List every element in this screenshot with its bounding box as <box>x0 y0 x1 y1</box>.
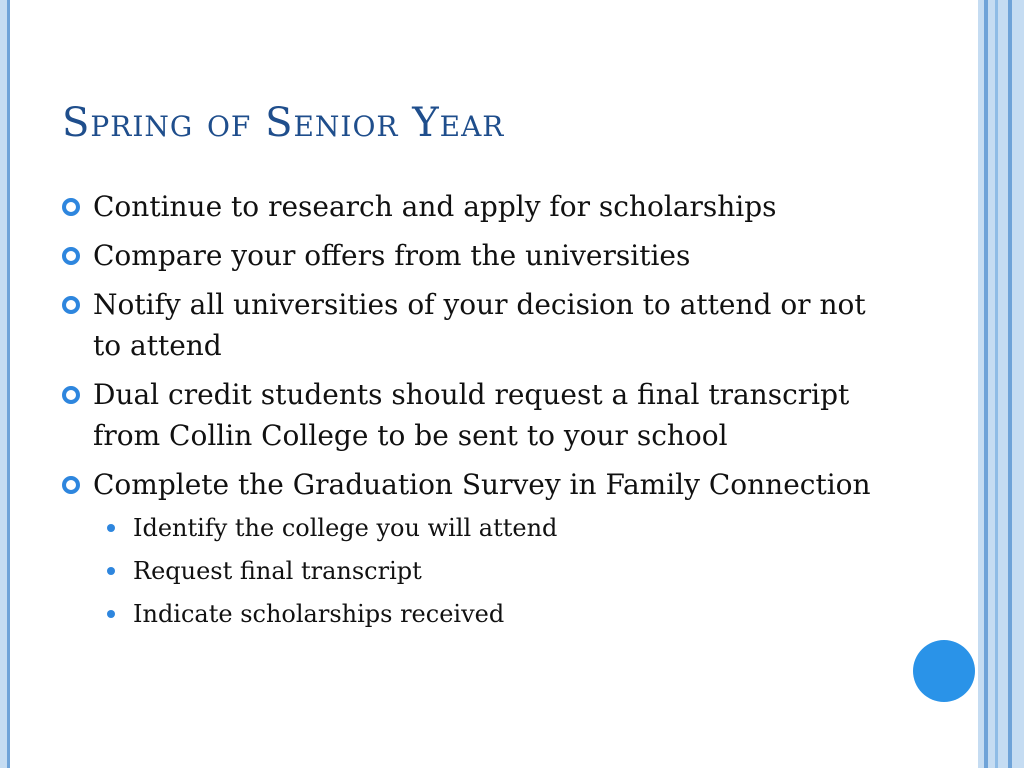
right-stripes-decoration <box>978 0 1024 768</box>
circle-decoration <box>913 640 975 702</box>
bullet-item <box>62 284 882 366</box>
sub-bullet-item <box>93 593 882 636</box>
bullet-item <box>62 374 882 456</box>
dot-bullet-icon <box>107 610 115 618</box>
bullet-text: Complete the Graduation Survey in Family Connection <box>93 468 871 501</box>
sub-bullet-text: Identify the college you will attend <box>133 514 558 542</box>
sub-bullet-list <box>93 507 882 636</box>
ring-bullet-icon <box>62 386 80 404</box>
sub-bullet-text: Request final transcript <box>133 557 422 585</box>
sub-bullet-item <box>93 550 882 593</box>
bullet-text: Continue to research and apply for scholarships <box>93 190 777 223</box>
bullet-text: Compare your offers from the universities <box>93 239 691 272</box>
bullet-item <box>62 186 882 227</box>
dot-bullet-icon <box>107 567 115 575</box>
bullet-item <box>62 235 882 276</box>
bullet-list <box>62 186 882 644</box>
bullet-text: Notify all universities of your decision to attend or not to attend <box>93 288 866 362</box>
ring-bullet-icon <box>62 476 80 494</box>
ring-bullet-icon <box>62 296 80 314</box>
dot-bullet-icon <box>107 524 115 532</box>
ring-bullet-icon <box>62 198 80 216</box>
bullet-item <box>62 464 882 636</box>
sub-bullet-text: Indicate scholarships received <box>133 600 505 628</box>
ring-bullet-icon <box>62 247 80 265</box>
slide-title: Spring of Senior Year <box>62 100 505 146</box>
left-border-decoration <box>0 0 10 768</box>
sub-bullet-item <box>93 507 882 550</box>
bullet-text: Dual credit students should request a final transcript from Collin College to be sent to your school <box>93 378 850 452</box>
